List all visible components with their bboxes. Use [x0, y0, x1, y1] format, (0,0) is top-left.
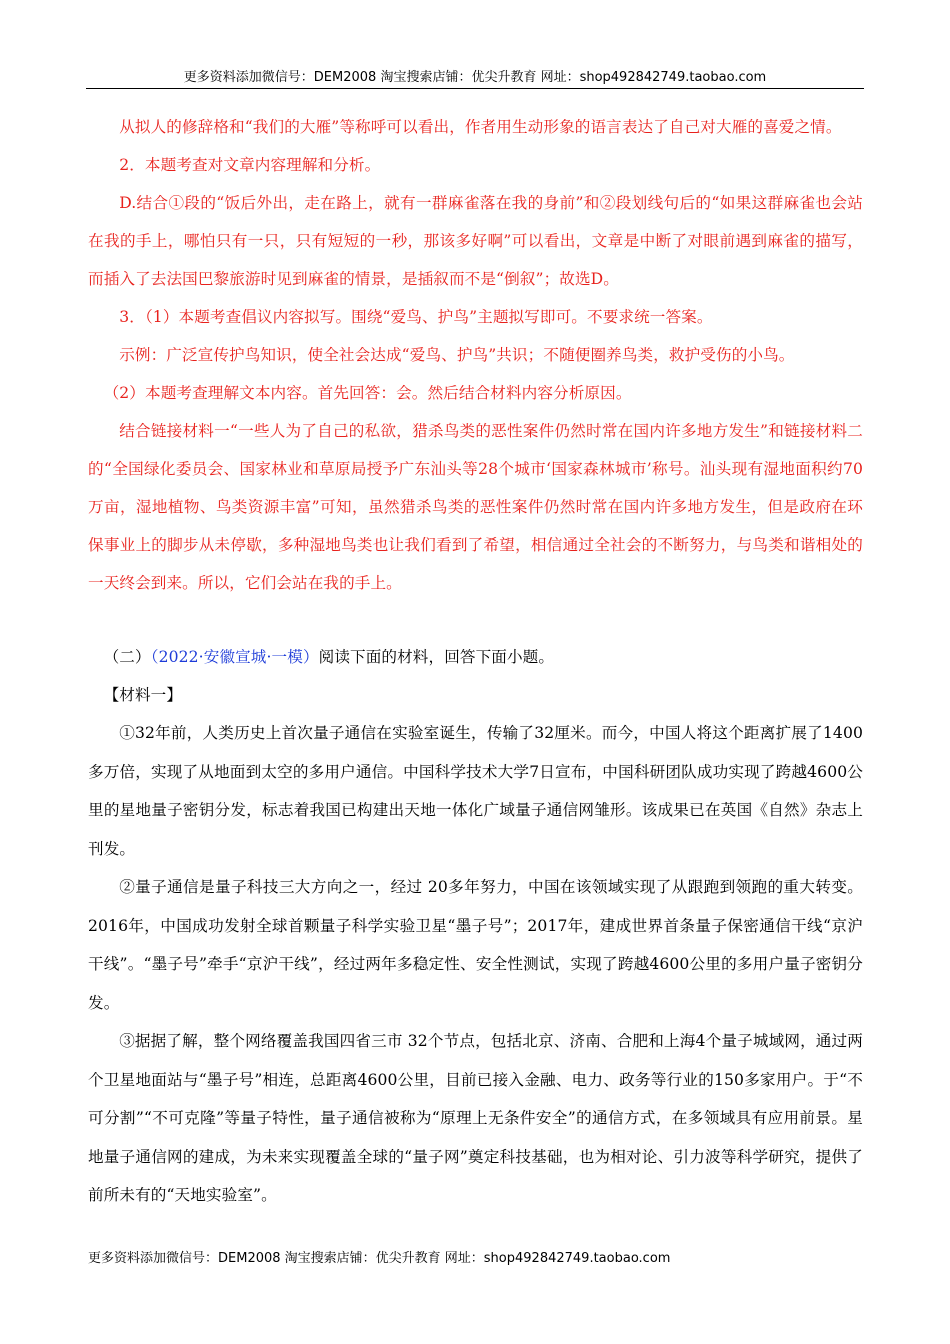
page-header: 更多资料添加微信号：DEM2008 淘宝搜索店铺：优尖升教育 网址：shop492842749.taobao.com [183, 70, 767, 85]
answer-paragraph-7: 结合链接材料一“一些人为了自己的私欲，猎杀鸟类的恶性案件仍然时常在国内许多地方发生”和链接材料二的“全国绿化委员会、国家林业和草原局授予广东汕头等28个城市‘国家森林城市’称号。汕头现有湿地面积约70万亩，湿地植物、鸟类资源丰富”可知，虽然猎杀鸟类的恶性案件仍然时常在国内许多地方发生，但是政府在环保事业上的脚步从未停歇，多种湿地鸟类也让我们看到了希望，相信通过全社会的不断努力，与鸟类和谐相处的一天终会到来。所以，它们会站在我的手上。 [88, 422, 863, 592]
section-heading [88, 638, 863, 676]
page-content [88, 108, 863, 1215]
section-spacer [88, 602, 863, 638]
question-source: （2022·安徽宣城·一模） [150, 648, 319, 666]
answer-paragraph-4: 3．（1）本题考查倡议内容拟写。围绕“爱鸟、护鸟”主题拟写即可。不要求统一答案。 [119, 308, 713, 326]
answer-paragraph-1: 从拟人的修辞格和“我们的大雁”等称呼可以看出，作者用生动形象的语言表达了自己对大雁的喜爱之情。 [119, 118, 842, 136]
header-divider [86, 88, 864, 89]
page-footer: 更多资料添加微信号：DEM2008 淘宝搜索店铺：优尖升教育 网址：shop492842749.taobao.com [88, 1251, 671, 1266]
section-instruction: 阅读下面的材料，回答下面小题。 [318, 648, 555, 666]
material-label: 【材料一】 [103, 686, 183, 704]
material-paragraph-2: ②量子通信是量子科技三大方向之一，经过 20多年努力，中国在该领域实现了从跟跑到领跑的重大转变。2016年，中国成功发射全球首颗量子科学实验卫星“墨子号”；2017年，建成世界首条量子保密通信干线“京沪干线”。“墨子号”牵手“京沪干线”，经过两年多稳定性、安全性测试，实现了跨越4600公里的多用户量子密钥分发。 [88, 878, 863, 1012]
answer-paragraph-6: （2）本题考查理解文本内容。首先回答：会。然后结合材料内容分析原因。 [103, 384, 632, 402]
answer-paragraph-2: 2．本题考查对文章内容理解和分析。 [119, 156, 381, 174]
material-paragraph-1: ①32年前，人类历史上首次量子通信在实验室诞生，传输了32厘米。而今，中国人将这个距离扩展了1400多万倍，实现了从地面到太空的多用户通信。中国科学技术大学7日宣布，中国科研团队成功实现了跨越4600公里的星地量子密钥分发，标志着我国已构建出天地一体化广域量子通信网雏形。该成果已在英国《自然》杂志上刊发。 [88, 724, 863, 858]
material-paragraph-3: ③据据了解，整个网络覆盖我国四省三市 32个节点，包括北京、济南、合肥和上海4个量子城域网，通过两个卫星地面站与“墨子号”相连，总距离4600公里，目前已接入金融、电力、政务等行业的150多家用户。于“不可分割”“不可克隆”等量子特性，量子通信被称为“原理上无条件安全”的通信方式，在多领域具有应用前景。星地量子通信网的建成，为未来实现覆盖全球的“量子网”奠定科技基础，也为相对论、引力波等科学研究，提供了前所未有的“天地实验室”。 [88, 1032, 863, 1204]
answer-paragraph-3: D.结合①段的“饭后外出，走在路上，就有一群麻雀落在我的身前”和②段划线句后的“如果这群麻雀也会站在我的手上，哪怕只有一只，只有短短的一秒，那该多好啊”可以看出，文章是中断了对眼前遇到麻雀的描写，而插入了去法国巴黎旅游时见到麻雀的情景，是插叙而不是“倒叙”；故选D。 [88, 194, 863, 288]
answer-paragraph-5: 示例：广泛宣传护鸟知识，使全社会达成“爱鸟、护鸟”共识；不随便圈养鸟类，救护受伤的小鸟。 [119, 346, 795, 364]
section-number: （二） [103, 648, 151, 666]
